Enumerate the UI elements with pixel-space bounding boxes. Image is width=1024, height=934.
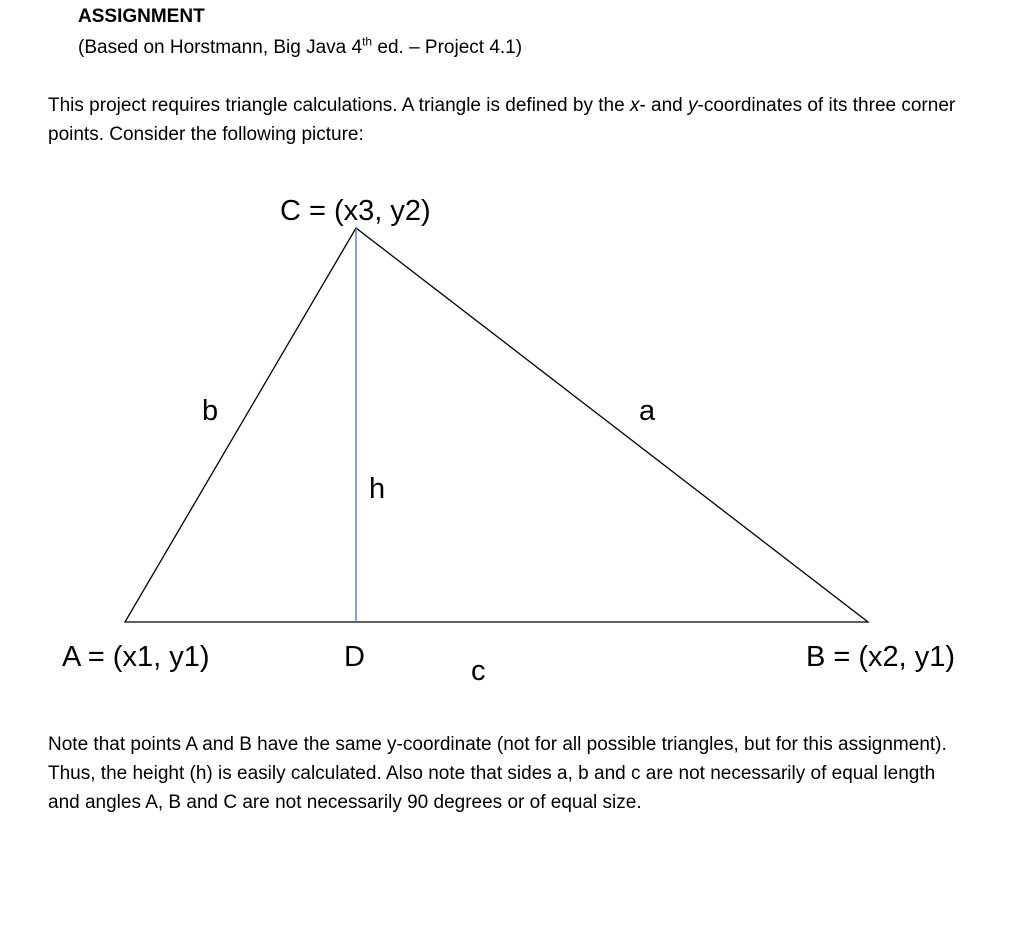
source-prefix: (Based on Horstmann, Big Java 4 [78,37,363,58]
vertex-label-c: C = (x3, y2) [280,195,431,227]
intro-part-3: -coordinates of its three corner points. Consider the following picture: [48,95,956,145]
point-label-d: D [344,641,365,673]
side-label-b: b [202,395,219,427]
vertex-label-a: A = (x1, y1) [62,641,210,673]
intro-part-1: This project requires triangle calculations. A triangle is defined by the [48,95,630,116]
source-reference [78,34,523,59]
side-label-a: a [639,395,656,427]
intro-part-2: - and [639,95,689,116]
source-suffix: ed. – Project 4.1) [372,37,523,58]
vertex-label-b: B = (x2, y1) [806,641,956,673]
intro-x-word: x [629,95,640,116]
note-paragraph: Note that points A and B have the same y-coordinate (not for all possible triangles, but for this assignment). Thus, the height (h) is easily calculated. Also note that sides a, b and c are not necessarily of equal length and angles A, B and C are not necessarily 90 degrees or of equal size. [48,734,947,813]
intro-paragraph [48,91,968,149]
assignment-heading: ASSIGNMENT [78,6,205,27]
triangle-outline [125,228,868,622]
side-label-c: c [471,655,486,687]
intro-y-word: y [688,95,698,116]
triangle-diagram [0,185,1024,695]
height-label-h: h [369,473,386,505]
source-superscript: th [362,34,373,49]
